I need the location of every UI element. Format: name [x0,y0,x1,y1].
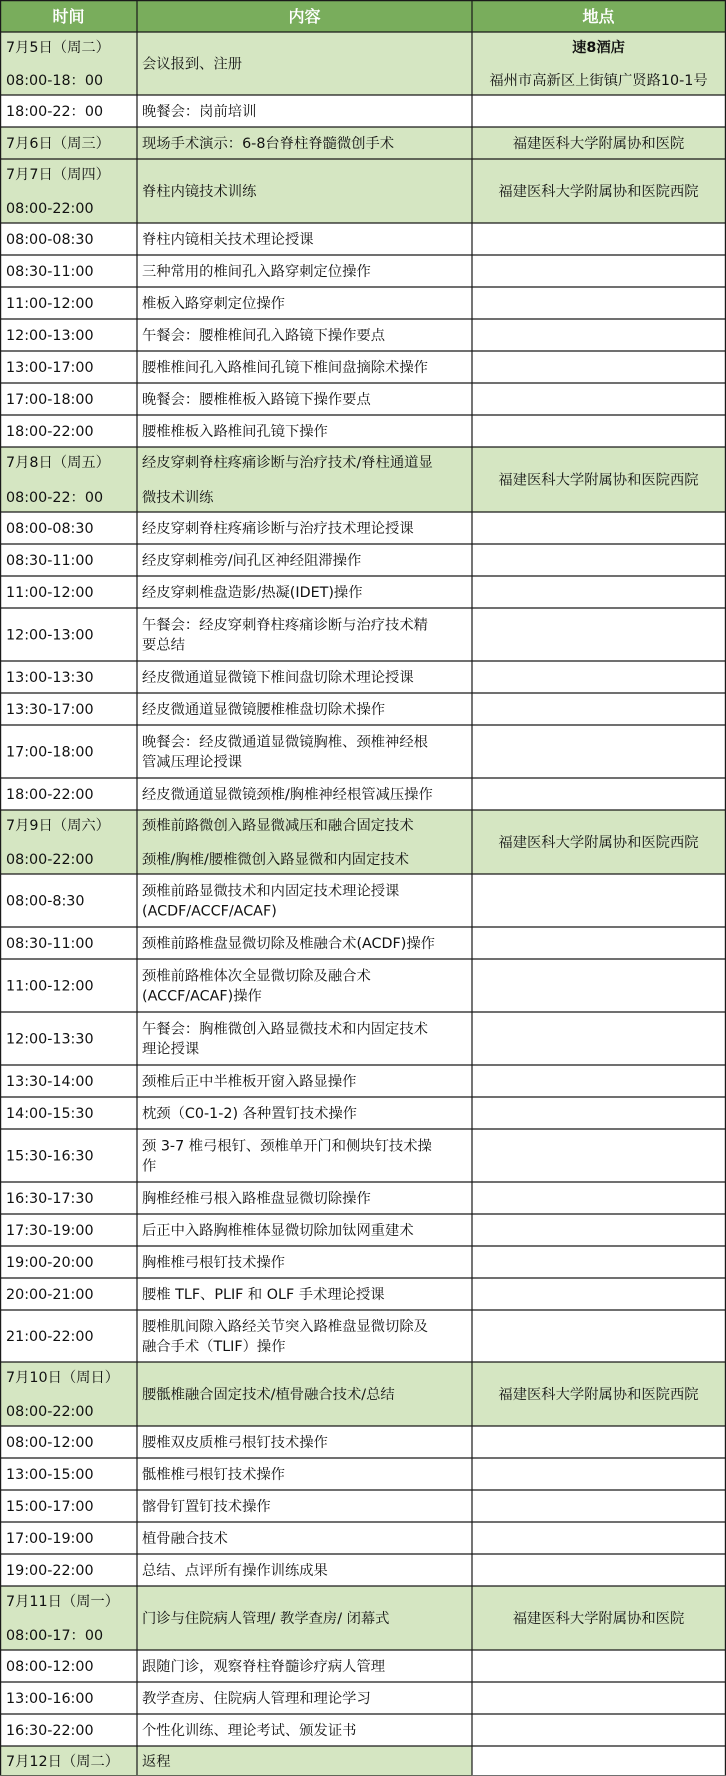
content-cell: 现场手术演示：6-8台脊柱脊髓微创手术 [142,136,395,152]
content-cell: 会议报到、注册 [142,56,243,73]
time-cell: 08:00-22:00 [6,201,94,217]
time-cell: 13:00-13:30 [6,670,94,686]
session-row [6,1137,432,1175]
content-cell: 后正中入路胸椎椎体显微切除加钛网重建术 [142,1223,414,1239]
time-cell: 08:00-22：00 [6,490,104,506]
time-cell: 17:00-18:00 [6,744,94,761]
content-cell: 三种常用的椎间孔入路穿刺定位操作 [142,264,371,280]
content-cell: 腰椎双皮质椎弓根钉技术操作 [142,1435,328,1451]
time-cell: 7月7日（周四） [6,167,110,183]
time-cell: 13:00-17:00 [6,360,94,376]
time-cell: 7月11日（周一） [6,1594,120,1610]
session-row [6,326,386,344]
day-row [0,159,725,223]
time-cell: 7月8日（周五） [6,455,110,471]
content-cell: 颈椎/胸椎/腰椎微创入路显微和内固定技术 [142,852,409,868]
time-cell: 08:00-08:30 [6,521,94,537]
content-cell: 融合手术（TLIF）操作 [142,1339,286,1355]
place-cell: 福建医科大学附属协和医院西院 [498,472,699,489]
time-cell: 13:30-14:00 [6,1074,94,1090]
time-cell: 08:30-11:00 [6,264,94,280]
content-cell: 午餐会：经皮穿刺脊柱疼痛诊断与治疗技术精 [142,617,428,634]
session-row [6,1072,356,1090]
content-cell: 骶椎椎弓根钉技术操作 [142,1467,285,1483]
session-row [6,583,363,601]
time-cell: 11:00-12:00 [6,978,94,995]
time-cell: 12:00-13:30 [6,1031,94,1048]
time-cell: 15:00-17:00 [6,1499,94,1515]
time-cell: 08:00-12:00 [6,1659,94,1675]
session-row [6,934,435,952]
session-row [6,390,371,408]
session-row [6,230,314,248]
place-cell: 福建医科大学附属协和医院西院 [498,1387,699,1403]
session-row [6,422,328,440]
content-cell: 经皮穿刺椎盘造影/热凝(IDET)操作 [142,585,363,601]
time-cell: 18:00-22：00 [6,104,104,120]
content-cell: 要总结 [142,637,185,654]
content-cell: 脊柱内镜相关技术理论授课 [142,232,314,248]
content-cell: 晚餐会：经皮微通道显微镜胸椎、颈椎神经根 [142,734,428,751]
content-cell: 管减压理论授课 [142,754,243,771]
content-cell: 颈椎前路显微技术和内固定技术理论授课 [142,883,400,900]
session-row [6,668,414,686]
session-row [6,1285,385,1303]
time-cell: 17:00-18:00 [6,392,94,408]
day-row [0,810,725,874]
content-cell: 总结、点评所有操作训练成果 [142,1563,328,1579]
time-cell: 7月12日（周二） [6,1754,120,1770]
time-cell: 19:00-22:00 [6,1563,94,1579]
session-row [6,785,433,803]
content-cell: (ACCF/ACAF)操作 [142,988,262,1005]
header-place: 地点 [582,7,615,26]
time-cell: 08:30-11:00 [6,936,94,952]
content-cell: 枕颈（C0-1-2) 各种置钉技术操作 [142,1106,357,1122]
session-row [6,616,428,654]
time-cell: 17:00-19:00 [6,1531,94,1547]
time-cell: 08:00-22:00 [6,852,94,868]
content-cell: 腰椎肌间隙入路经关节突入路椎盘显微切除及 [142,1319,428,1335]
time-cell: 13:30-17:00 [6,702,94,718]
session-row [6,1690,371,1707]
content-cell: 腰椎椎间孔入路椎间孔镜下椎间盘摘除术操作 [142,360,428,376]
day-row [0,1362,725,1426]
content-cell: 经皮穿刺椎旁/间孔区神经阻滞操作 [142,553,362,569]
time-cell: 7月6日（周三） [6,136,110,152]
time-cell: 7月9日（周六） [6,818,110,834]
content-cell: 跟随门诊，观察脊柱脊髓诊疗病人管理 [142,1659,386,1675]
time-cell: 08:00-17：00 [6,1628,104,1644]
session-row [6,967,371,1005]
time-cell: 7月5日（周二） [6,40,110,56]
content-cell: (ACDF/ACCF/ACAF) [142,903,277,920]
content-cell: 午餐会：腰椎椎间孔入路镜下操作要点 [142,328,386,344]
day-row [0,1746,472,1776]
time-cell: 18:00-22:00 [6,424,94,440]
content-cell: 经皮穿刺脊柱疼痛诊断与治疗技术理论授课 [142,521,414,537]
time-cell: 08:00-18：00 [6,73,104,89]
time-cell: 17:30-19:00 [6,1223,94,1239]
session-row [6,294,285,312]
session-row [6,1189,371,1207]
session-row [6,1020,428,1058]
content-cell: 门诊与住院病人管理/ 教学查房/ 闭幕式 [142,1611,390,1627]
content-cell: 晚餐会：岗前培训 [142,104,257,120]
content-cell: 腰骶椎融合固定技术/植骨融合技术/总结 [142,1387,395,1403]
session-row [6,1561,328,1579]
session-row [6,1721,356,1739]
content-cell: 髂骨钉置钉技术操作 [142,1499,271,1515]
content-cell: 颈椎前路椎盘显微切除及椎融合术(ACDF)操作 [142,936,435,952]
time-cell: 12:00-13:00 [6,627,94,644]
content-cell: 经皮微通道显微镜腰椎椎盘切除术操作 [142,702,386,718]
session-row [6,262,371,280]
place-cell: 福建医科大学附属协和医院 [512,1611,685,1627]
session-row [6,1104,357,1122]
content-cell: 微技术训练 [142,490,214,506]
time-cell: 14:00-15:30 [6,1106,94,1122]
content-cell: 晚餐会：腰椎椎板入路镜下操作要点 [142,392,371,408]
header-time: 时间 [52,7,85,26]
content-cell: 作 [142,1158,157,1175]
time-cell: 7月10日（周日） [6,1370,120,1386]
day-row [0,127,725,159]
session-row [6,1433,328,1451]
session-row [6,1498,271,1515]
session-row [6,700,385,718]
time-cell: 16:30-22:00 [6,1723,94,1739]
header-content: 内容 [288,7,321,26]
content-cell: 经皮微通道显微镜颈椎/胸椎神经根管减压操作 [142,787,433,803]
session-row [6,102,256,120]
time-cell: 08:00-08:30 [6,232,94,248]
place-cell: 福建医科大学附属协和医院西院 [498,184,699,200]
content-cell: 脊柱内镜技术训练 [142,184,257,200]
content-cell: 经皮微通道显微镜下椎间盘切除术理论授课 [142,670,414,686]
content-cell: 颈椎前路微创入路显微减压和融合固定技术 [142,818,414,834]
time-cell: 11:00-12:00 [6,585,94,601]
time-cell: 11:00-12:00 [6,296,94,312]
session-row [6,358,428,376]
day-row [0,1586,725,1650]
content-cell: 腰椎 TLF、PLIF 和 OLF 手术理论授课 [142,1287,385,1303]
time-cell: 08:00-22:00 [6,1404,94,1420]
session-row [6,551,361,569]
content-cell: 胸椎椎弓根钉技术操作 [142,1255,285,1271]
header-row [0,0,726,32]
time-cell: 19:00-20:00 [6,1255,94,1271]
content-cell: 返程 [142,1754,171,1770]
content-cell: 午餐会：胸椎微创入路显微技术和内固定技术 [142,1021,428,1038]
content-cell: 颈椎前路椎体次全显微切除及融合术 [142,968,371,985]
session-row [6,1465,285,1483]
session-row [6,733,428,771]
place-cell: 福建医科大学附属协和医院 [512,136,685,152]
content-cell: 椎板入路穿刺定位操作 [142,296,285,312]
time-cell: 13:00-15:00 [6,1467,94,1483]
time-cell: 13:00-16:00 [6,1691,94,1707]
content-cell: 腰椎椎板入路椎间孔镜下操作 [142,424,328,440]
session-row [6,1317,428,1355]
session-row [6,1253,285,1271]
time-cell: 08:30-11:00 [6,553,94,569]
place-cell: 福州市高新区上街镇广贤路10-1号 [489,73,708,89]
session-row [6,1221,414,1239]
time-cell: 20:00-21:00 [6,1287,94,1303]
content-cell: 颈 3-7 椎弓根钉、颈椎单开门和侧块钉技术操 [142,1138,432,1155]
time-cell: 12:00-13:00 [6,328,94,344]
place-cell: 速8酒店 [572,40,625,56]
day-row [0,32,725,95]
place-cell: 福建医科大学附属协和医院西院 [498,835,699,851]
time-cell: 08:00-12:00 [6,1435,94,1451]
content-cell: 颈椎后正中半椎板开窗入路显操作 [142,1074,357,1090]
content-cell: 教学查房、住院病人管理和理论学习 [142,1691,371,1707]
time-cell: 08:00-8:30 [6,893,85,910]
session-row [6,1657,386,1675]
session-row [6,519,414,537]
time-cell: 21:00-22:00 [6,1329,94,1345]
session-row [6,1529,228,1547]
time-cell: 18:00-22:00 [6,787,94,803]
content-cell: 胸椎经椎弓根入路椎盘显微切除操作 [142,1191,371,1207]
time-cell: 15:30-16:30 [6,1148,94,1165]
content-cell: 理论授课 [142,1041,200,1058]
day-row [0,447,725,512]
time-cell: 16:30-17:30 [6,1191,94,1207]
session-row [6,882,399,920]
content-cell: 个性化训练、理论考试、颁发证书 [142,1723,357,1739]
content-cell: 经皮穿刺脊柱疼痛诊断与治疗技术/脊柱通道显 [142,455,433,471]
content-cell: 植骨融合技术 [142,1531,228,1547]
